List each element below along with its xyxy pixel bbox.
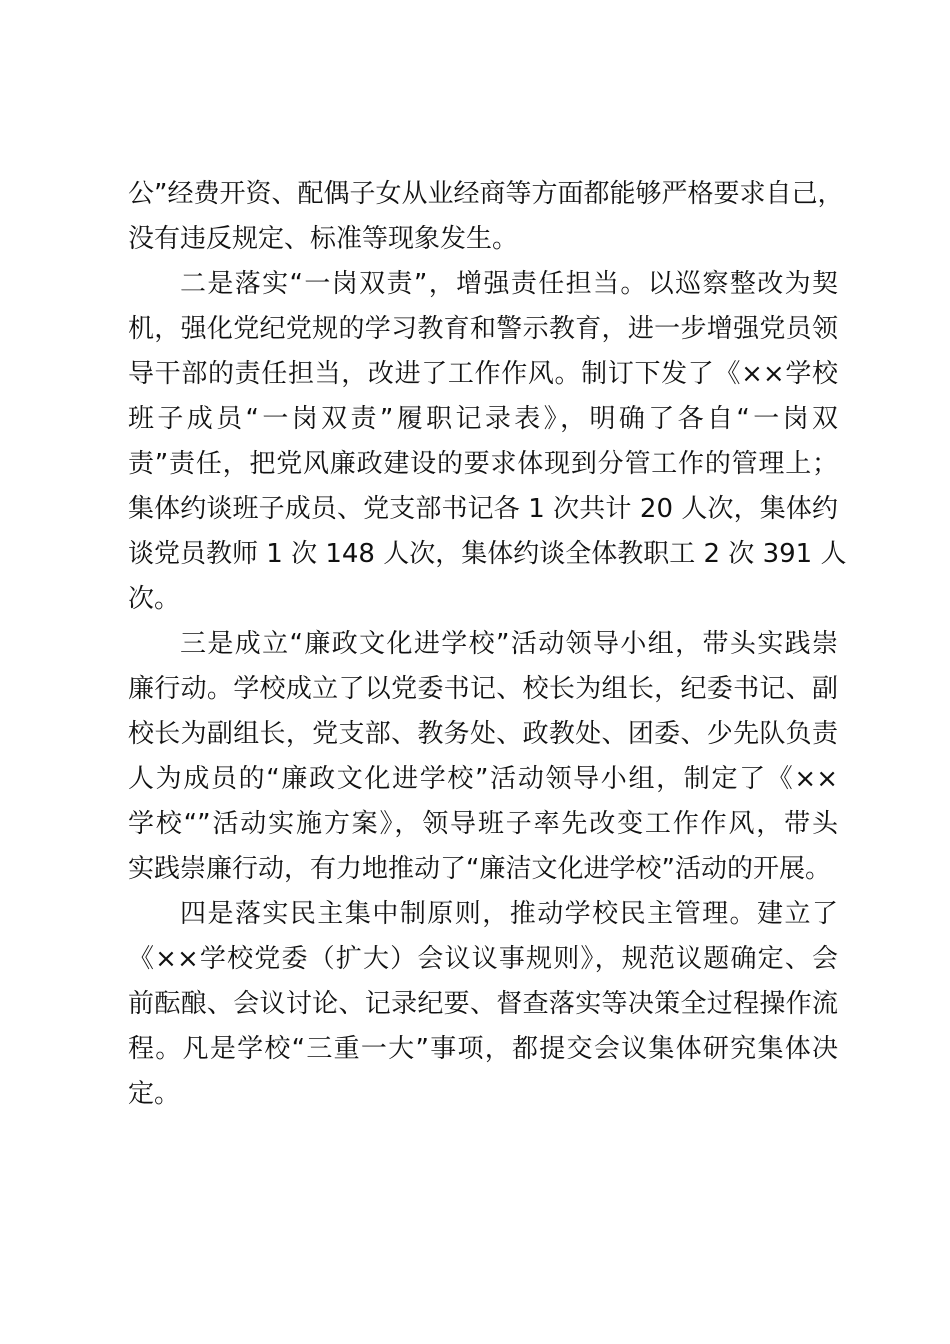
document-body bbox=[128, 172, 847, 1117]
text-line: 责”责任，把党风廉政建设的要求体现到分管工作的管理上； bbox=[128, 449, 838, 479]
text-line: 《××学校党委（扩大）会议议事规则》，规范议题确定、会 bbox=[128, 944, 838, 974]
text-line: 人为成员的“廉政文化进学校”活动领导小组，制定了《×× bbox=[128, 764, 838, 794]
text-line: 次。 bbox=[128, 584, 181, 614]
text-line: 机，强化党纪党规的学习教育和警示教育，进一步增强党员领 bbox=[128, 314, 838, 344]
text-line: 前酝酿、会议讨论、记录纪要、督查落实等决策全过程操作流 bbox=[128, 989, 838, 1019]
text-line: 廉行动。学校成立了以党委书记、校长为组长，纪委书记、副 bbox=[128, 674, 838, 704]
text-line: 程。凡是学校“三重一大”事项，都提交会议集体研究集体决 bbox=[128, 1034, 838, 1064]
text-line: 学校“”活动实施方案》，领导班子率先改变工作作风，带头 bbox=[128, 809, 838, 839]
text-line: 实践崇廉行动，有力地推动了“廉洁文化进学校”活动的开展。 bbox=[128, 854, 831, 884]
text-line: 导干部的责任担当，改进了工作作风。制订下发了《××学校 bbox=[128, 359, 838, 389]
text-line: 定。 bbox=[128, 1079, 181, 1109]
text-line: 班子成员“一岗双责”履职记录表》，明确了各自“一岗双 bbox=[128, 404, 838, 434]
text-line: 校长为副组长，党支部、教务处、政教处、团委、少先队负责 bbox=[128, 719, 838, 749]
text-line: 公”经费开资、配偶子女从业经商等方面都能够严格要求自己， bbox=[128, 179, 844, 209]
text-line: 三是成立“廉政文化进学校”活动领导小组，带头实践崇 bbox=[180, 629, 838, 659]
text-line: 谈党员教师 1 次 148 人次，集体约谈全体教职工 2 次 391 人 bbox=[128, 539, 847, 569]
text-line: 二是落实“一岗双责”，增强责任担当。以巡察整改为契 bbox=[180, 269, 838, 299]
text-line: 没有违反规定、标准等现象发生。 bbox=[128, 224, 519, 254]
text-line: 集体约谈班子成员、党支部书记各 1 次共计 20 人次，集体约 bbox=[128, 494, 838, 524]
text-line: 四是落实民主集中制原则，推动学校民主管理。建立了 bbox=[180, 899, 838, 929]
